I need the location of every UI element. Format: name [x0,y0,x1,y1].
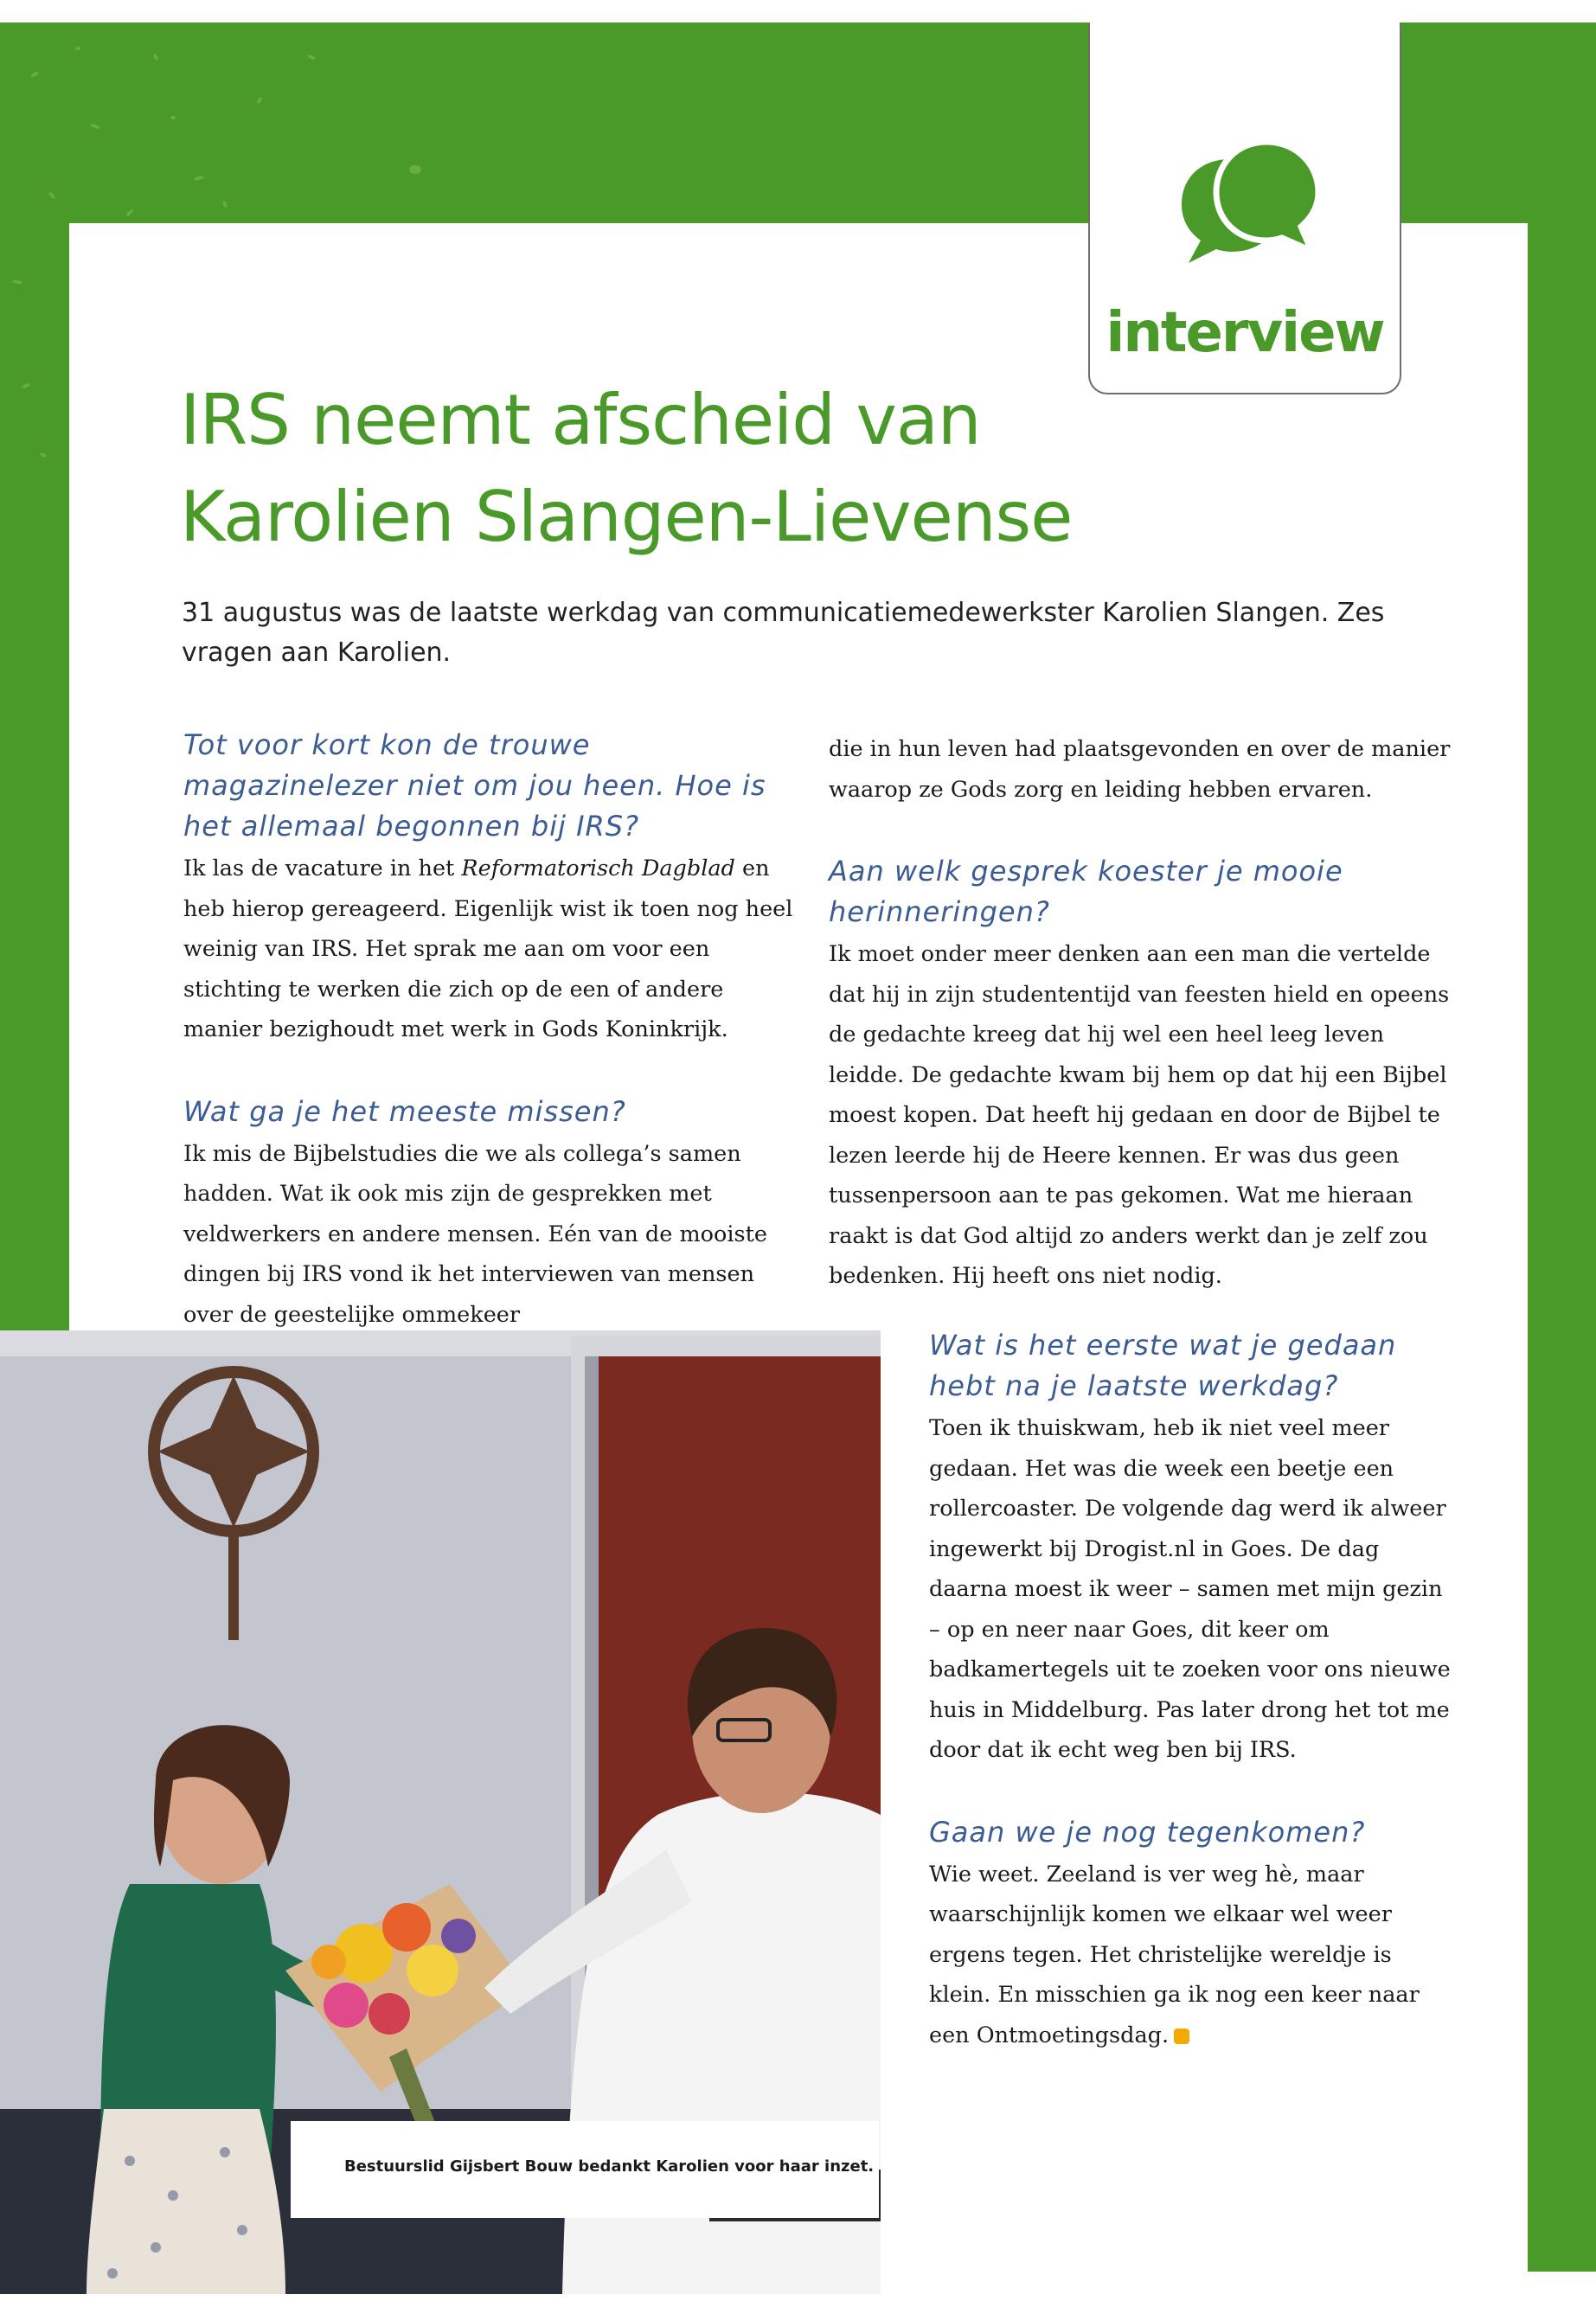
question-5: Gaan we je nog tegenkomen? [929,1815,1366,1849]
speech-bubbles-icon [1176,133,1324,272]
text-column-lower-right [929,1325,1457,2055]
question-1: Tot voor kort kon de trouwe magazinelezer niet om jou heen. Hoe is het allemaal begonnen bij IRS? [183,728,766,843]
text-column-left [183,725,806,1335]
answer-4: Toen ik thuiskwam, heb ik niet veel meer gedaan. Het was die week een beetje een rollercoaster. De volgende dag werd ik alweer ingewerkt bij Drogist.nl in Goes. De dag daarna moest ik weer – samen met mijn gezin – op en neer naar Goes, dit keer om badkamertegels uit te zoeken voor ons nieuwe huis in Middelburg. Pas later drong het tot me door dat ik echt weg ben bij IRS. [929,1415,1451,1763]
end-of-article-mark [1174,2029,1189,2044]
answer-1: Ik las de vacature in het Reformatorisch Dagblad en heb hierop gereageerd. Eigenlijk wist ik toen nog heel weinig van IRS. Het sprak me aan om voor een stichting te werken die zich op de een of andere manier bezighoudt met werk in Gods Koninkrijk. [183,856,793,1042]
section-tab [1088,22,1401,394]
question-2: Wat ga je het meeste missen? [183,1094,626,1128]
photo-caption: Bestuurslid Gijsbert Bouw bedankt Karolien voor haar inzet. [344,2157,875,2176]
article-title [180,372,1131,566]
question-3: Aan welk gesprek koester je mooie herinneringen? [829,855,1343,928]
title-line-2: Karolien Slangen-Lievense [180,477,1073,557]
article-intro: 31 augustus was de laatste werkdag van communicatiemedewerkster Karolien Slangen. Zes vragen aan Karolien. [182,598,1385,668]
answer-3: Ik moet onder meer denken aan een man die vertelde dat hij in zijn studententijd van feesten hield en opeens de gedachte kreeg dat hij wel een heel leeg leven leidde. De gedachte kwam bij hem op dat hij een Bijbel moest kopen. Dat heeft hij gedaan en door de Bijbel te lezen leerde hij de Heere kennen. Er was dus geen tussenpersoon aan te pas gekomen. Wat me hieraan raakt is dat God altijd zo anders werkt dan je zelf zou bedenken. Hij heeft ons niet nodig. [829,941,1450,1289]
newspaper-name: Reformatorisch Dagblad [461,856,735,881]
answer-2: Ik mis de Bijbelstudies die we als collega’s samen hadden. Wat ik ook mis zijn de gesprekken met veldwerkers en andere mensen. Eén van de mooiste dingen bij IRS vond ik het interviewen van mensen over de geestelijke ommekeer [183,1140,767,1328]
title-line-1: IRS neemt afscheid van [180,380,981,460]
text-column-right [829,729,1452,1297]
question-4: Wat is het eerste wat je gedaan hebt na je laatste werkdag? [929,1329,1397,1402]
answer-5: Wie weet. Zeeland is ver weg hè, maar waarschijnlijk komen we elkaar wel weer ergens tegen. Het christelijke wereldje is klein. En misschien ga ik nog een keer naar een Ontmoetingsdag. [929,1861,1420,2048]
photo-caption-box [291,2121,879,2218]
answer-2-continued: die in hun leven had plaatsgevonden en over de manier waarop ze Gods zorg en leiding hebben ervaren. [829,736,1451,803]
section-label: interview [1106,301,1384,365]
